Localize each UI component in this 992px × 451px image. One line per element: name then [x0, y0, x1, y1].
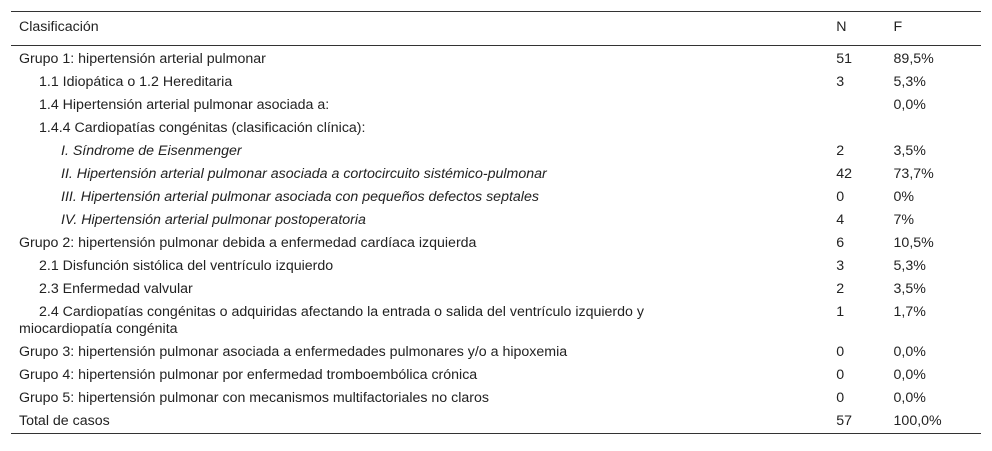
- row-label: 1.4.4 Cardiopatías congénitas (clasificación clínica):: [39, 120, 366, 136]
- row-f: 3,5%: [893, 143, 926, 159]
- row-label: Grupo 3: hipertensión pulmonar asociada a enfermedades pulmonares y/o a hipoxemia: [19, 344, 568, 360]
- table-row: [11, 186, 981, 209]
- row-label-line1: 2.4 Cardiopatías congénitas o adquiridas afectando la entrada o salida del ventrículo izquierdo y: [39, 304, 644, 320]
- row-n: 2: [836, 281, 845, 297]
- row-label: [11, 301, 836, 341]
- row-f: 10,5%: [893, 235, 934, 251]
- row-n: 0: [836, 344, 845, 360]
- row-n: 2: [836, 143, 845, 159]
- classification-table-container: [11, 11, 981, 434]
- row-f: 100,0%: [893, 413, 942, 429]
- row-f: [894, 117, 981, 140]
- row-n: 42: [836, 166, 853, 182]
- header-classification: Clasificación: [19, 19, 99, 35]
- row-label-line2: miocardiopatía congénita: [19, 321, 178, 337]
- table-row: [11, 140, 981, 163]
- table-row: [11, 301, 981, 341]
- row-f: 73,7%: [893, 166, 934, 182]
- table-row: [11, 163, 981, 186]
- table-header-row: [11, 12, 981, 46]
- row-n: 0: [836, 390, 845, 406]
- row-f: 0,0%: [893, 390, 926, 406]
- header-f: F: [893, 19, 903, 35]
- row-n: 3: [836, 74, 845, 90]
- table-row-total: [11, 410, 981, 434]
- row-label: 1.1 Idiopática o 1.2 Hereditaria: [39, 74, 233, 90]
- table-row: [11, 341, 981, 364]
- row-n: [836, 94, 893, 117]
- classification-table: [11, 11, 981, 434]
- row-f: 0%: [893, 189, 915, 205]
- row-f: 7%: [893, 212, 915, 228]
- row-n: 6: [836, 235, 845, 251]
- header-n: N: [836, 19, 847, 35]
- table-row: [11, 232, 981, 255]
- row-f: 0,0%: [893, 97, 926, 113]
- row-f: 0,0%: [893, 367, 926, 383]
- row-f: 5,3%: [893, 258, 926, 274]
- row-label: Grupo 4: hipertensión pulmonar por enfermedad tromboembólica crónica: [19, 367, 478, 383]
- row-label: IV. Hipertensión arterial pulmonar postoperatoria: [61, 212, 366, 228]
- row-n: 4: [836, 212, 845, 228]
- row-f: 1,7%: [893, 304, 926, 320]
- table-row: [11, 117, 981, 140]
- row-n: 51: [836, 51, 853, 67]
- row-f: 89,5%: [893, 51, 934, 67]
- table-row: [11, 209, 981, 232]
- table-row: [11, 46, 981, 72]
- row-label: Total de casos: [19, 413, 110, 429]
- row-label: Grupo 2: hipertensión pulmonar debida a enfermedad cardíaca izquierda: [19, 235, 477, 251]
- row-n: 1: [836, 304, 845, 320]
- row-f: 5,3%: [893, 74, 926, 90]
- table-row: [11, 71, 981, 94]
- row-label: III. Hipertensión arterial pulmonar asociada con pequeños defectos septales: [61, 189, 539, 205]
- row-f: 0,0%: [893, 344, 926, 360]
- table-row: [11, 278, 981, 301]
- row-label: II. Hipertensión arterial pulmonar asociada a cortocircuito sistémico-pulmonar: [61, 166, 547, 182]
- table-row: [11, 255, 981, 278]
- table-row: [11, 364, 981, 387]
- row-label: 2.1 Disfunción sistólica del ventrículo izquierdo: [39, 258, 334, 274]
- row-label: 2.3 Enfermedad valvular: [39, 281, 193, 297]
- row-n: [836, 117, 893, 140]
- row-f: 3,5%: [893, 281, 926, 297]
- row-label: Grupo 5: hipertensión pulmonar con mecanismos multifactoriales no claros: [19, 390, 489, 406]
- row-n: 0: [836, 367, 845, 383]
- row-n: 3: [836, 258, 845, 274]
- table-row: [11, 94, 981, 117]
- row-label: I. Síndrome de Eisenmenger: [61, 143, 242, 159]
- row-n: 57: [836, 413, 853, 429]
- row-label: 1.4 Hipertensión arterial pulmonar asociada a:: [39, 97, 330, 113]
- row-n: 0: [836, 189, 845, 205]
- table-row: [11, 387, 981, 410]
- row-label: Grupo 1: hipertensión arterial pulmonar: [19, 51, 266, 67]
